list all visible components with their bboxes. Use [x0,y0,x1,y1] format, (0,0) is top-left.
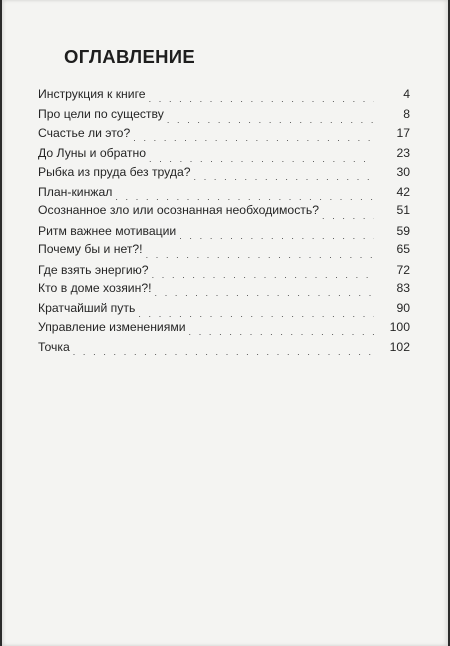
toc-entry [38,340,410,359]
toc-entry-title: План-кинжал [38,185,115,199]
toc-entry-title: До Луны и обратно [38,146,149,160]
page-title: ОГЛАВЛЕНИЕ [64,46,195,67]
toc-entry [38,146,410,165]
toc-entry-page-number: 4 [403,87,410,101]
toc-entry-page-number: 90 [396,301,410,316]
table-of-contents [38,88,410,359]
toc-entry-title: Ритм важнее мотивации [38,224,179,238]
toc-entry-title: Осознанное зло или осознанная необходимость? [38,203,322,217]
dot-leader [189,327,374,337]
toc-entry-page-number: 30 [396,164,410,179]
toc-entry-title: Кратчайший путь [38,301,138,315]
toc-entry [38,263,410,282]
dot-leader [194,172,374,182]
toc-entry [38,203,410,222]
dot-leader [322,211,374,221]
toc-entry [38,165,410,184]
dot-leader [152,270,374,280]
toc-entry [38,301,410,320]
toc-entry [38,242,410,261]
toc-entry-title: Управление изменениями [38,320,189,334]
toc-entry-page-number: 59 [396,223,410,238]
toc-entry-page-number: 8 [403,107,410,122]
toc-entry-title: Почему бы и нет?! [38,242,146,256]
toc-entry [38,107,410,126]
toc-entry-page-number: 102 [389,340,410,355]
toc-entry [38,320,410,339]
toc-entry-page-number: 72 [396,262,410,277]
dot-leader [179,231,374,241]
dot-leader [149,94,374,104]
toc-entry-title: Про цели по существу [38,107,167,121]
toc-entry-title: Рыбка из пруда без труда? [38,165,194,179]
toc-entry-title: Инструкция к книге [38,87,149,101]
toc-entry [38,87,410,106]
dot-leader [149,154,374,164]
dot-leader [155,288,375,298]
toc-entry [38,185,410,204]
toc-entry [38,126,410,145]
book-page [2,0,448,646]
toc-entry [38,224,410,243]
toc-entry-title: Точка [38,340,73,354]
dot-leader [146,250,374,260]
toc-entry-page-number: 42 [396,184,410,199]
toc-entry-page-number: 100 [389,319,410,334]
dot-leader [115,192,374,202]
toc-entry-title: Кто в доме хозяин?! [38,281,155,295]
toc-entry-title: Счастье ли это? [38,126,133,140]
toc-entry [38,281,410,300]
dot-leader [73,347,374,357]
dot-leader [138,309,374,319]
toc-entry-page-number: 51 [396,203,410,218]
dot-leader [167,115,374,125]
toc-entry-page-number: 83 [396,280,410,295]
toc-entry-title: Где взять энергию? [38,263,152,277]
dot-leader [133,133,374,143]
toc-entry-page-number: 65 [396,242,410,257]
toc-entry-page-number: 17 [396,125,410,140]
toc-entry-page-number: 23 [396,146,410,161]
